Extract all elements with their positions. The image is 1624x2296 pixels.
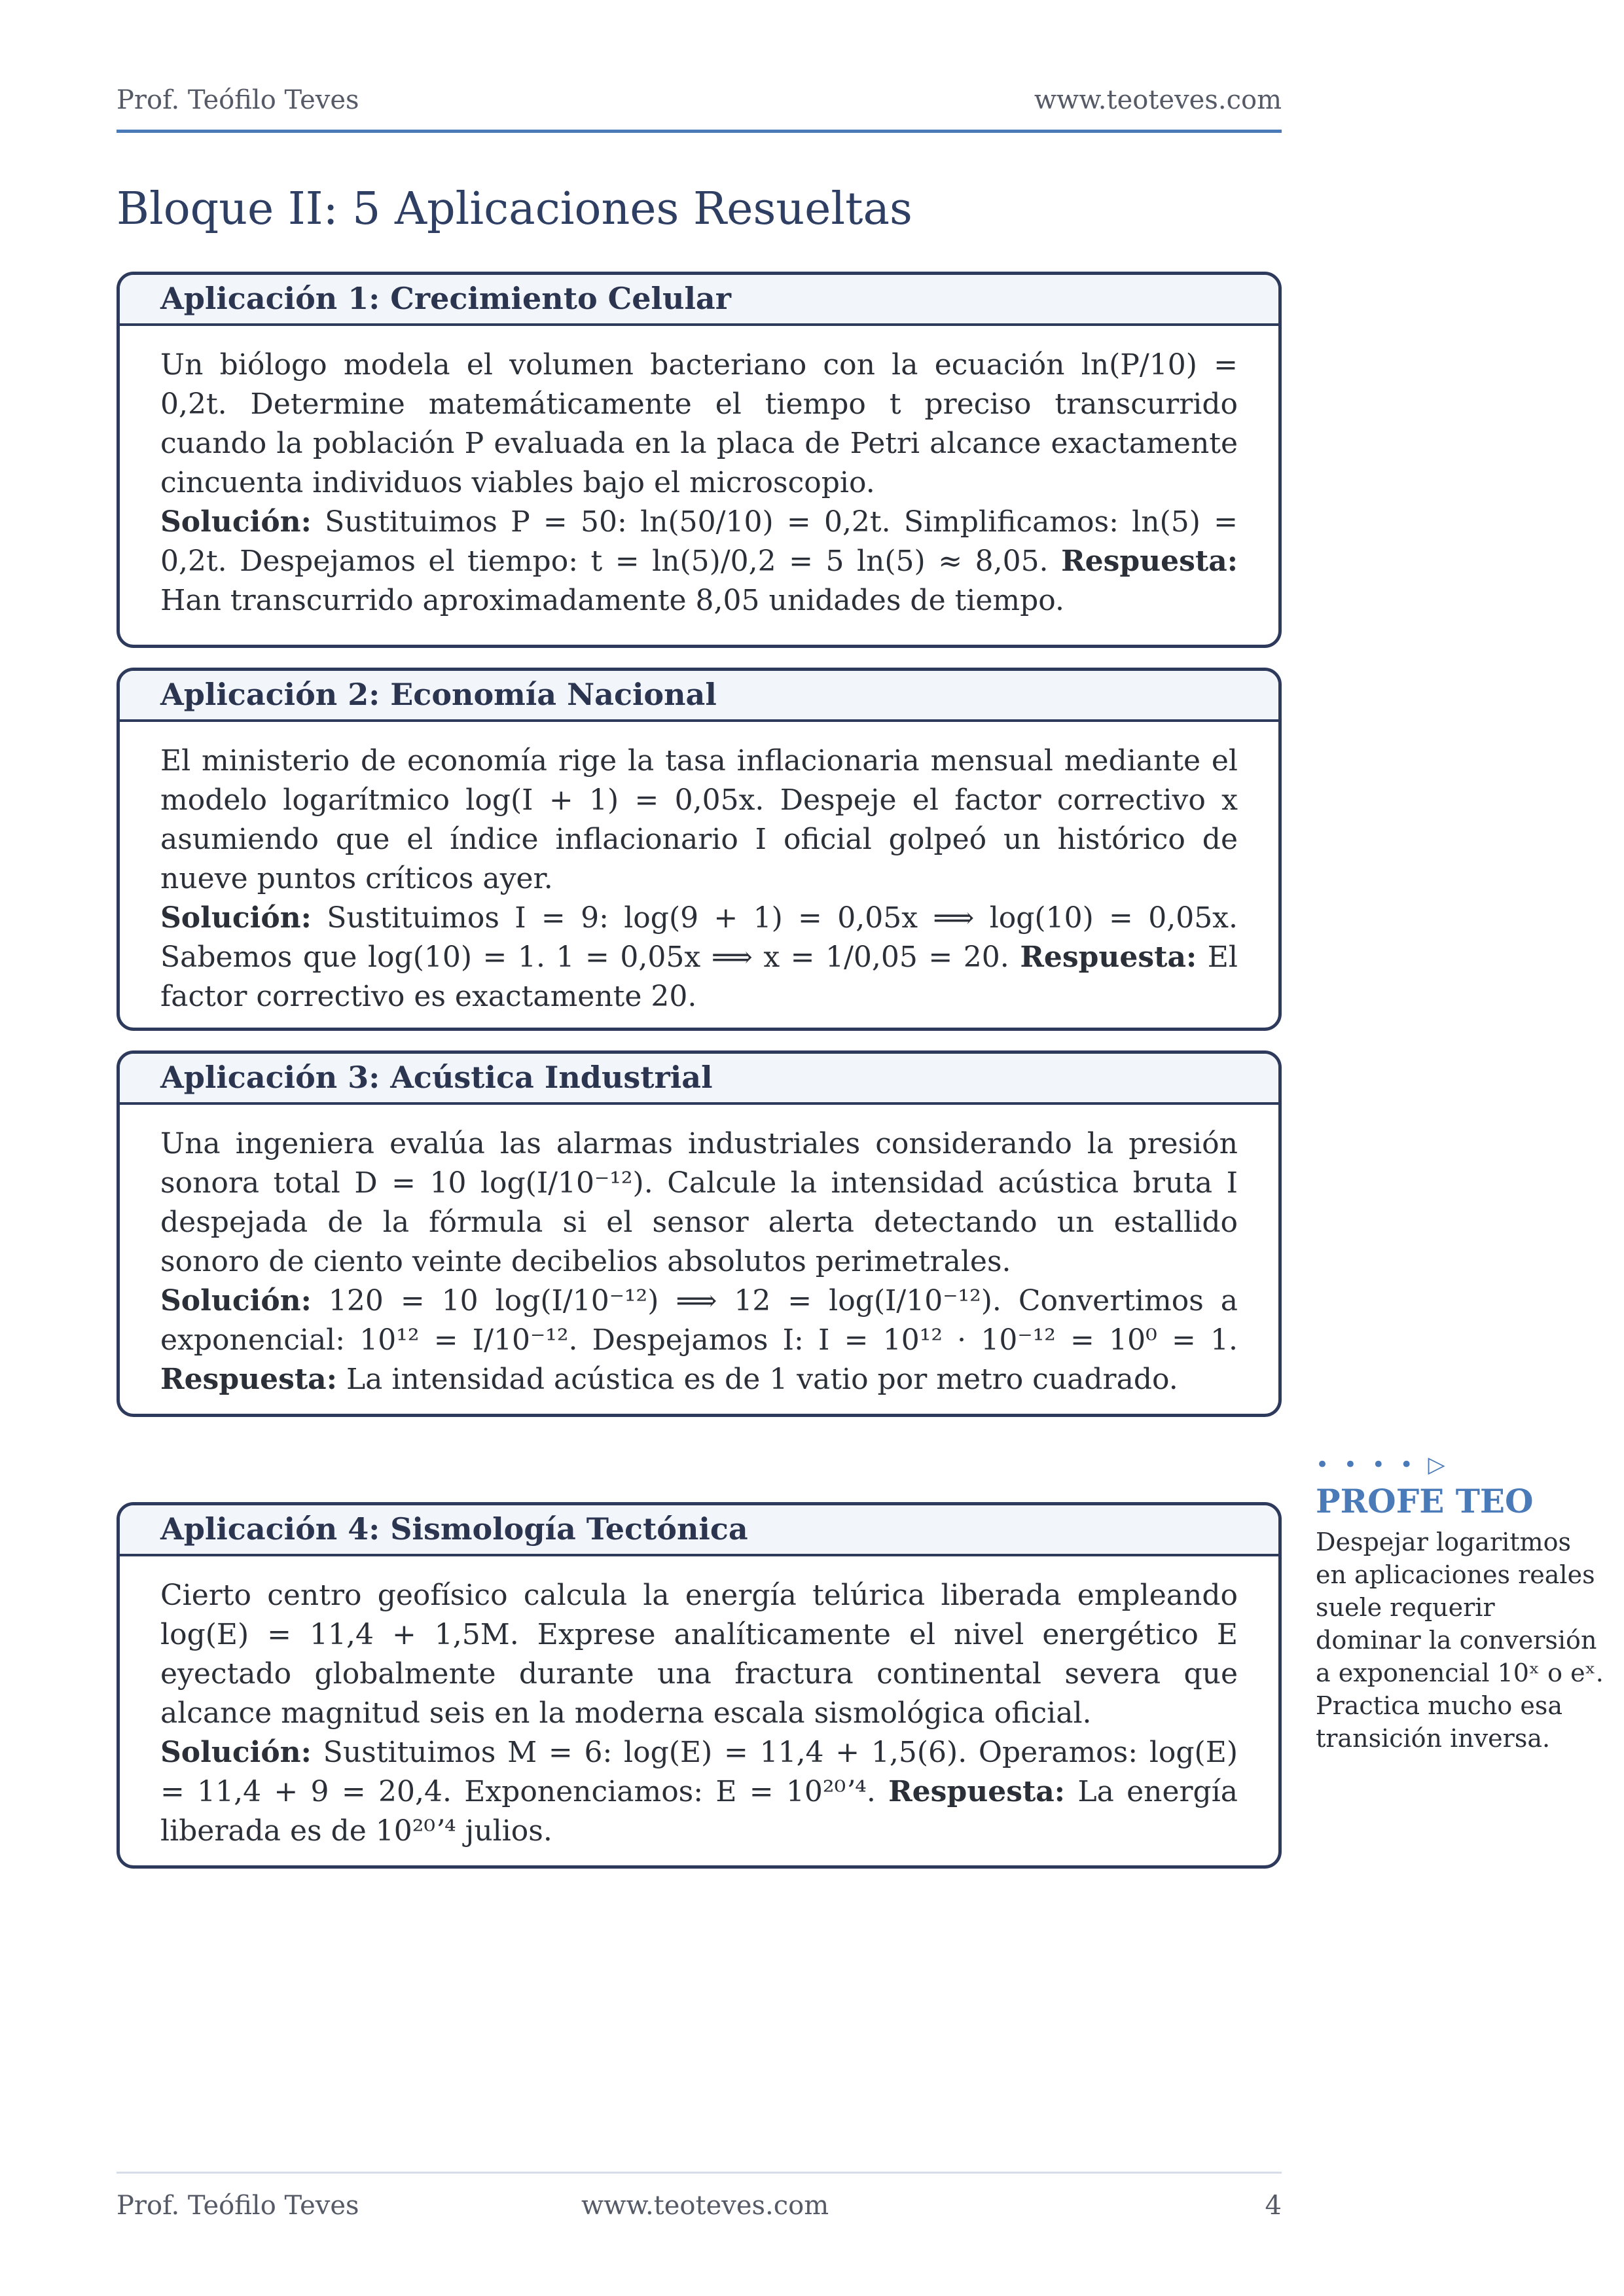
- application-title: Aplicación 2: Economía Nacional: [120, 671, 1278, 722]
- header-website[interactable]: www.teoteves.com: [1034, 85, 1282, 115]
- arrow-marker-icon: • • • • ▷: [1316, 1452, 1449, 1478]
- solution-label: Solución:: [160, 505, 312, 539]
- application-title: Aplicación 3: Acústica Industrial: [120, 1054, 1278, 1105]
- answer-content: La energía liberada es de 10²⁰ʼ⁴ julios.: [160, 1775, 1238, 1848]
- solution-text: [160, 503, 1238, 620]
- footer-website[interactable]: www.teoteves.com: [581, 2191, 829, 2221]
- problem-text: Cierto centro geofísico calcula la energía telúrica liberada empleando log(E) = 11,4 + 1,5M. Exprese analíticamente el nivel energético E eyectado globalmente durante una fractura continental severa que alcance magnitud seis en la moderna escala sismológica oficial.: [160, 1579, 1238, 1730]
- problem-text: El ministerio de economía rige la tasa inflacionaria mensual mediante el modelo logarítmico log(I + 1) = 0,05x. Despeje el factor correctivo x asumiendo que el índice inflacionario I oficial golpeó un histórico de nueve puntos críticos ayer.: [160, 744, 1238, 895]
- solution-label: Solución:: [160, 1284, 312, 1318]
- margin-note-text: Despejar logaritmos en aplicaciones reales suele requerir dominar la conversión a exponencial 10ˣ o eˣ. Practica mucho esa transición inversa.: [1316, 1528, 1604, 1753]
- section-title: Bloque II: 5 Aplicaciones Resueltas: [117, 183, 912, 235]
- margin-note-title: PROFE TEO: [1316, 1482, 1534, 1520]
- footer-author: Prof. Teófilo Teves: [117, 2191, 359, 2221]
- application-box-3: [117, 1050, 1282, 1417]
- answer-label: Respuesta:: [1061, 545, 1238, 578]
- answer-content: El factor correctivo es exactamente 20.: [160, 941, 1238, 1013]
- margin-note: [1316, 1452, 1604, 1755]
- application-title: Aplicación 4: Sismología Tectónica: [120, 1505, 1278, 1556]
- solution-content: Sustituimos M = 6: log(E) = 11,4 + 1,5(6). Operamos: log(E) = 11,4 + 9 = 20,4. Exponenciamos: E = 10²⁰ʼ⁴.: [160, 1736, 1238, 1808]
- application-title: Aplicación 1: Crecimiento Celular: [120, 275, 1278, 326]
- solution-content: Sustituimos P = 50: ln(50/10) = 0,2t. Simplificamos: ln(5) = 0,2t. Despejamos el tiempo: t = ln(5)/0,2 = 5 ln(5) ≈ 8,05.: [160, 505, 1238, 578]
- header-author: Prof. Teófilo Teves: [117, 85, 359, 115]
- application-body: [120, 326, 1278, 620]
- application-body: [120, 722, 1278, 1016]
- problem-text: Una ingeniera evalúa las alarmas industriales considerando la presión sonora total D = 10 log(I/10⁻¹²). Calcule la intensidad acústica bruta I despejada de la fórmula si el sensor alerta detectando un estallido sonoro de ciento veinte decibelios absolutos perimetrales.: [160, 1127, 1238, 1278]
- application-body: [120, 1105, 1278, 1399]
- answer-content: Han transcurrido aproximadamente 8,05 unidades de tiempo.: [160, 584, 1064, 617]
- solution-content: Sustituimos I = 9: log(9 + 1) = 0,05x ⟹ log(10) = 0,05x. Sabemos que log(10) = 1. 1 = 0,05x ⟹ x = 1/0,05 = 20.: [160, 901, 1238, 974]
- page-footer: [117, 2172, 1282, 2236]
- page-header: [117, 84, 1282, 133]
- solution-text: [160, 1282, 1238, 1399]
- answer-label: Respuesta:: [160, 1363, 337, 1396]
- answer-label: Respuesta:: [888, 1775, 1066, 1808]
- answer-content: La intensidad acústica es de 1 vatio por metro cuadrado.: [346, 1363, 1178, 1396]
- application-box-4: [117, 1502, 1282, 1869]
- solution-text: [160, 1733, 1238, 1851]
- page-number: 4: [1265, 2191, 1282, 2221]
- application-body: [120, 1556, 1278, 1851]
- solution-text: [160, 899, 1238, 1016]
- solution-label: Solución:: [160, 901, 312, 935]
- application-box-2: [117, 668, 1282, 1031]
- solution-content: 120 = 10 log(I/10⁻¹²) ⟹ 12 = log(I/10⁻¹²). Convertimos a exponencial: 10¹² = I/10⁻¹². Despejamos I: I = 10¹² · 10⁻¹² = 10⁰ = 1.: [160, 1284, 1238, 1357]
- answer-label: Respuesta:: [1020, 941, 1197, 974]
- problem-text: Un biólogo modela el volumen bacteriano con la ecuación ln(P/10) = 0,2t. Determine matemáticamente el tiempo t preciso transcurrido cuando la población P evaluada en la placa de Petri alcance exactamente cincuenta individuos viables bajo el microscopio.: [160, 348, 1238, 499]
- solution-label: Solución:: [160, 1736, 312, 1769]
- application-box-1: [117, 272, 1282, 648]
